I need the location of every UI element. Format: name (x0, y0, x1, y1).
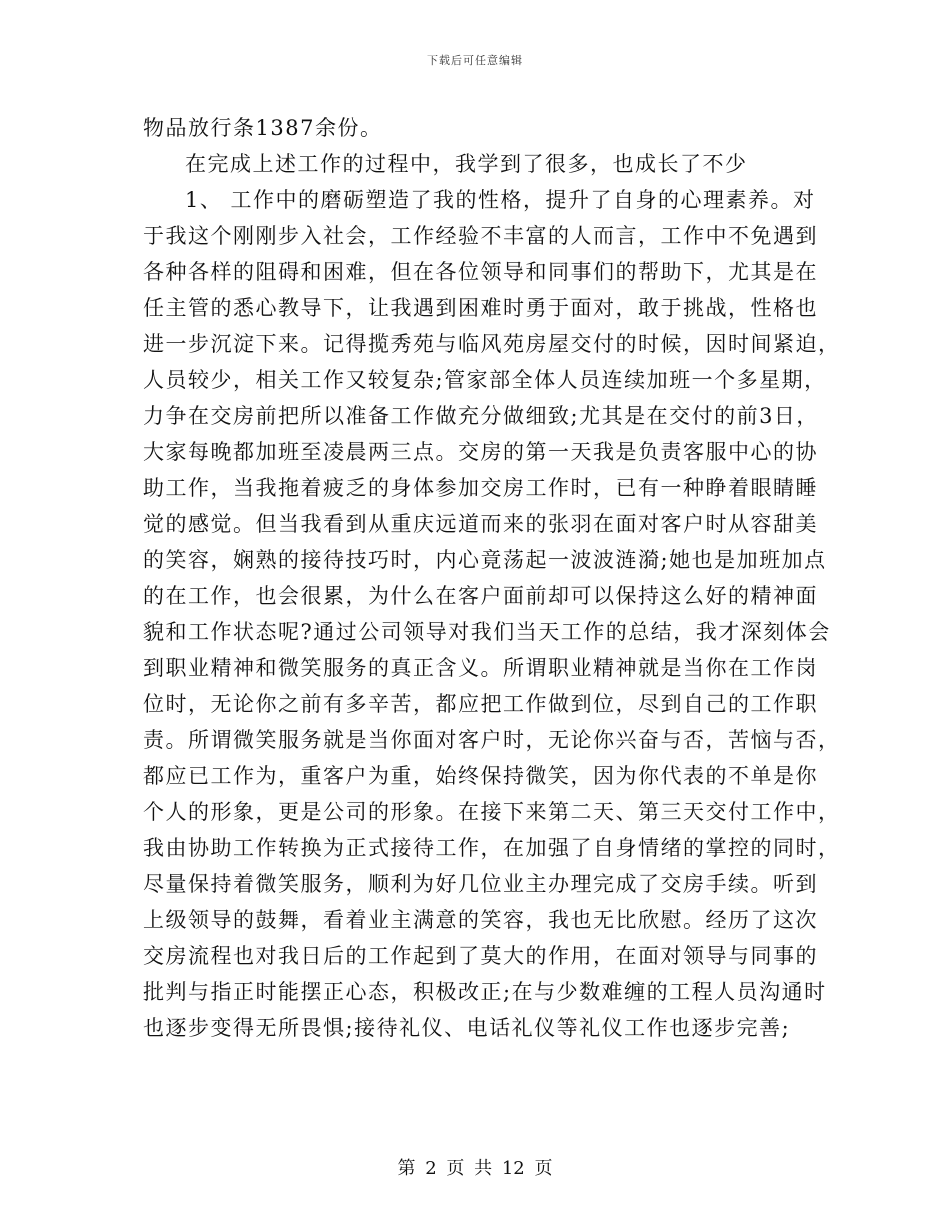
body-line: 我由协助工作转换为正式接待工作，在加强了自身情绪的掌控的同时， (143, 836, 841, 860)
body-line: 都应已工作为，重客户为重，始终保持微笑，因为你代表的不单是你 (143, 764, 818, 788)
body-line: 任主管的悉心教导下，让我遇到困难时勇于面对，敢于挑战，性格也 (143, 296, 818, 320)
page-number: 第 2 页 共 12 页 (397, 1158, 553, 1179)
body-line: 尽量保持着微笑服务，顺利为好几位业主办理完成了交房手续。听到 (143, 872, 818, 896)
body-line: 也逐步变得无所畏惧;接待礼仪、电话礼仪等礼仪工作也逐步完善; (143, 1016, 791, 1040)
body-line: 进一步沉淀下来。记得揽秀苑与临风苑房屋交付的时候，因时间紧迫， (143, 332, 841, 356)
body-line: 在完成上述工作的过程中，我学到了很多，也成长了不少 (185, 152, 748, 176)
body-line: 于我这个刚刚步入社会，工作经验不丰富的人而言，工作中不免遇到 (143, 224, 818, 248)
body-line: 责。所谓微笑服务就是当你面对客户时，无论你兴奋与否，苦恼与否， (143, 728, 841, 752)
body-line: 貌和工作状态呢?通过公司领导对我们当天工作的总结，我才深刻体会 (143, 620, 831, 644)
body-line: 批判与指正时能摆正心态，积极改正;在与少数难缠的工程人员沟通时 (143, 980, 827, 1004)
body-line: 物品放行条1387余份。 (143, 116, 383, 140)
body-line: 人员较少，相关工作又较复杂;管家部全体人员连续加班一个多星期， (143, 368, 827, 392)
body-line: 各种各样的阻碍和困难，但在各位领导和同事们的帮助下，尤其是在 (143, 260, 818, 284)
body-line: 个人的形象，更是公司的形象。在接下来第二天、第三天交付工作中， (143, 800, 841, 824)
document-body (143, 110, 841, 1046)
page-header: 下载后可任意编辑 (427, 54, 523, 67)
body-line: 上级领导的鼓舞，看着业主满意的笑容，我也无比欣慰。经历了这次 (143, 908, 818, 932)
body-line: 到职业精神和微笑服务的真正含义。所谓职业精神就是当你在工作岗 (143, 656, 818, 680)
body-line: 的笑容，娴熟的接待技巧时，内心竟荡起一波波涟漪;她也是加班加点 (143, 548, 827, 572)
body-line: 助工作，当我拖着疲乏的身体参加交房工作时，已有一种睁着眼睛睡 (143, 476, 818, 500)
body-line: 交房流程也对我日后的工作起到了莫大的作用，在面对领导与同事的 (143, 944, 818, 968)
body-line: 大家每晚都加班至凌晨两三点。交房的第一天我是负责客服中心的协 (143, 440, 818, 464)
body-line: 的在工作，也会很累，为什么在客户面前却可以保持这么好的精神面 (143, 584, 818, 608)
body-line: 位时，无论你之前有多辛苦，都应把工作做到位，尽到自己的工作职 (143, 692, 818, 716)
body-line: 力争在交房前把所以准备工作做充分做细致;尤其是在交付的前3日， (143, 404, 819, 428)
body-line: 觉的感觉。但当我看到从重庆远道而来的张羽在面对客户时从容甜美 (143, 512, 818, 536)
body-line: 1、 工作中的磨砺塑造了我的性格，提升了自身的心理素养。对 (185, 188, 816, 212)
